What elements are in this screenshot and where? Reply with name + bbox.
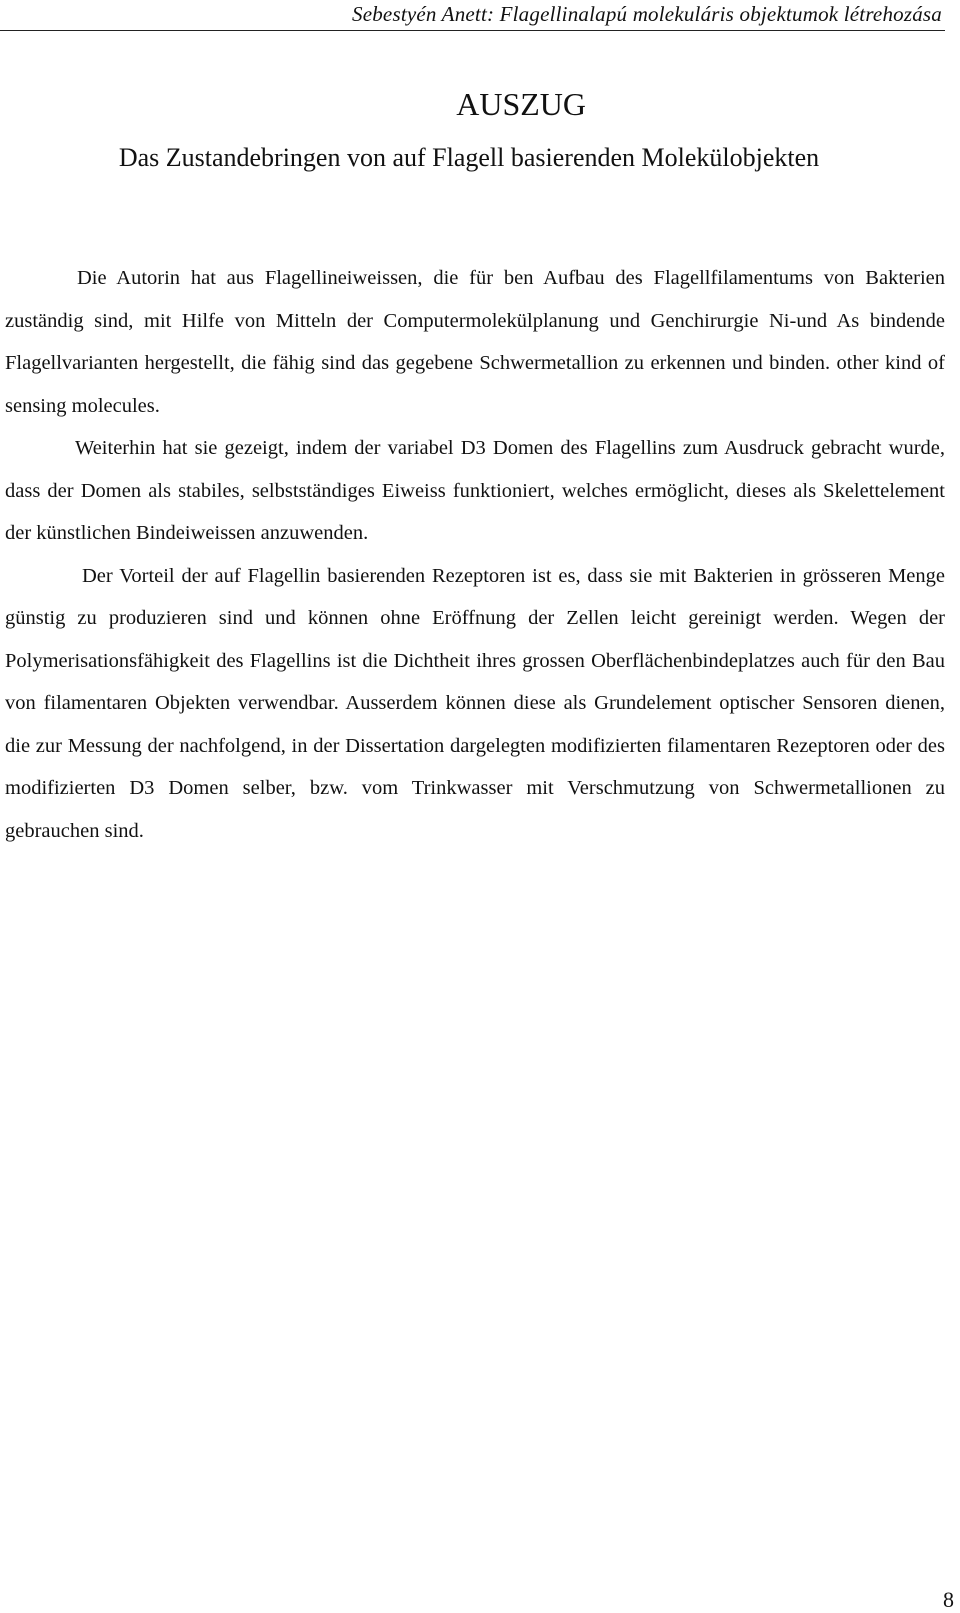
paragraph: Weiterhin hat sie gezeigt, indem der variabel D3 Domen des Flagellins zum Ausdruck gebracht wurde, dass der Domen als stabiles, selbstständiges Eiweiss funktioniert, welches ermöglicht, dieses als Skelettelement der künstlichen Bindeiweissen anzuwenden.	[5, 437, 945, 544]
section-subtitle-text: Das Zustandebringen von auf Flagell basierenden Molekülobjekten	[118, 143, 820, 172]
paragraph: Die Autorin hat aus Flagellineiweissen, die für ben Aufbau des Flagellfilamentums von Bakterien zuständig sind, mit Hilfe von Mitteln der Computermolekülplanung und Genchirurgie Ni-und As bindende Flagellvarianten hergestellt, die fähig sind das gegebene Schwermetallion zu erkennen und binden. other kind of sensing molecules.	[5, 267, 945, 417]
running-header-title: Sebestyén Anett: Flagellinalapú molekuláris objektumok létrehozása	[352, 2, 942, 26]
running-header	[0, 0, 945, 31]
paragraph: Der Vorteil der auf Flagellin basierenden Rezeptoren ist es, dass sie mit Bakterien in grösseren Menge günstig zu produzieren sind und können ohne Eröffnung der Zellen leicht gereinigt werden. Wegen der Polymerisationsfähigkeit des Flagellins ist die Dichtheit ihres grossen Oberflächenbindeplatzes auch für den Bau von filamentaren Objekten verwendbar. Ausserdem können diese als Grundelement optischer Sensoren dienen, die zur Messung der nachfolgend, in der Dissertation dargelegten modifizierten filamentaren Rezeptoren oder des modifizierten D3 Domen selber, bzw. vom Trinkwasser mit Verschmutzung von Schwermetallionen zu gebrauchen sind.	[5, 564, 945, 842]
section-title	[0, 86, 945, 122]
page-number: 8	[943, 1587, 954, 1612]
section-subtitle	[0, 142, 960, 174]
abstract-body	[5, 257, 945, 852]
section-title-text: AUSZUG	[456, 86, 586, 122]
